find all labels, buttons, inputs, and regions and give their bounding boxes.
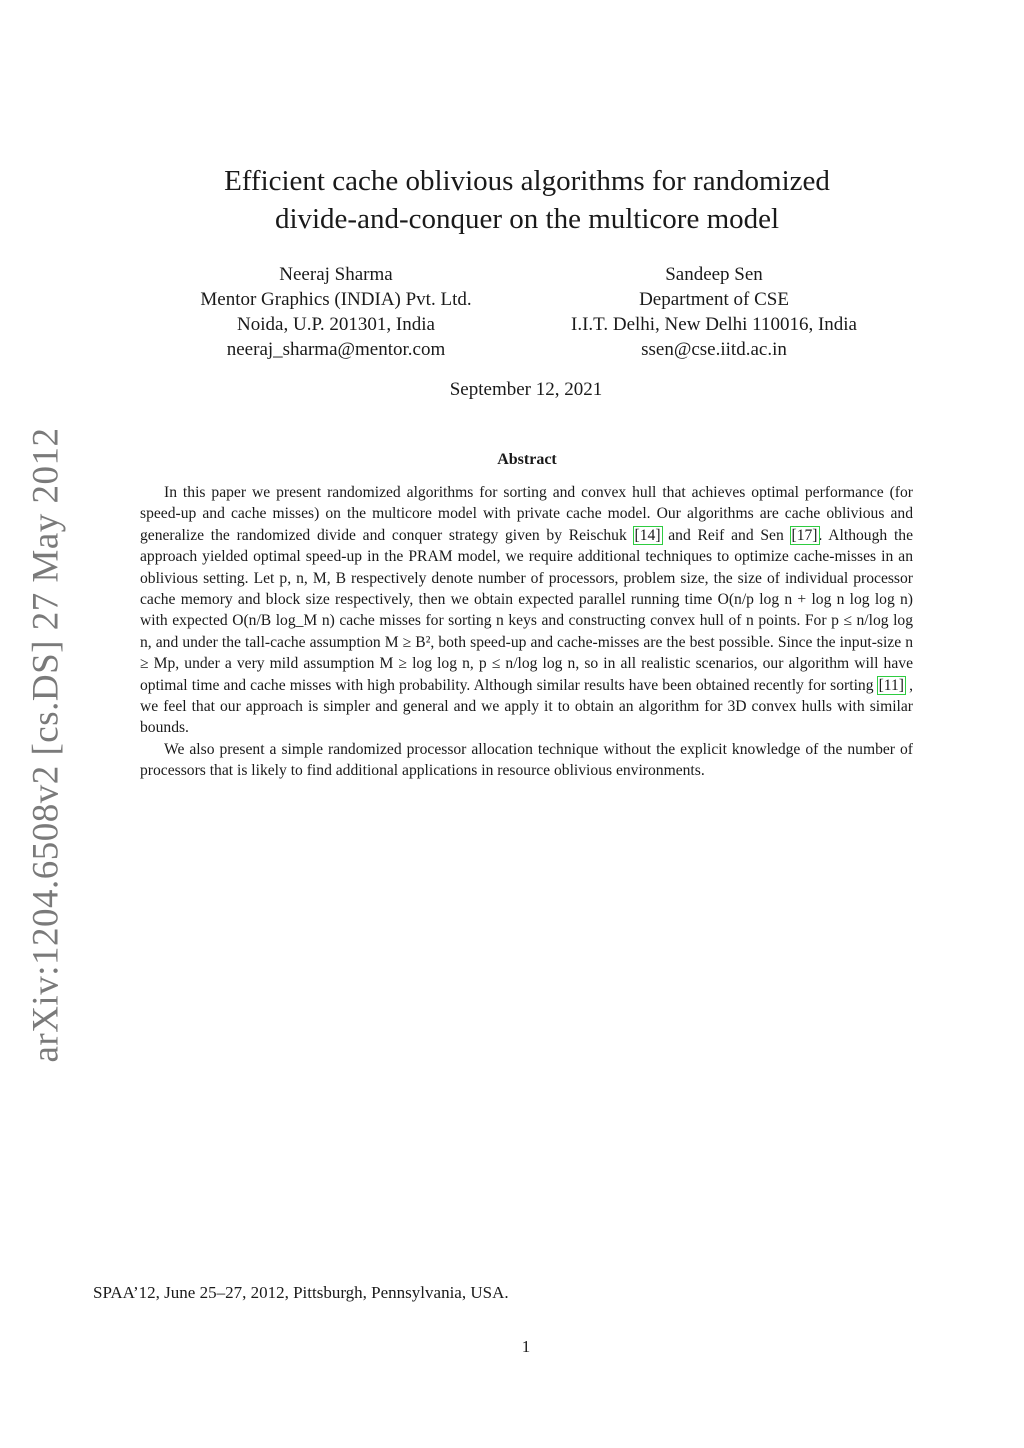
abstract-text: In this paper we present randomized algorithms for sorting and convex hull that achieves optimal performance (for speed-up and cache misses) on the multicore model with private cache model. Our algorithms are cache oblivious and generalize the randomized divide and conquer strategy given by Reischuk	[140, 484, 913, 544]
conference-footnote: SPAA’12, June 25–27, 2012, Pittsburgh, Pennsylvania, USA.	[93, 1283, 509, 1302]
abstract-text: . Although the approach yielded optimal speed-up in the PRAM model, we require additional techniques to optimize cache-misses in an oblivious setting. Let p, n, M, B respectively denote number of processors, problem size, the size of individual processor cache memory and block size respectively, then we obtain expected parallel running time O(n/p log n + log n log log n) with expected O(n/B log_M n) cache misses for sorting n keys and constructing convex hull of n points. For p ≤ n/log log n, and under the tall-cache assumption M ≥ B², both speed-up and cache-misses are the best possible. Since the input-size n ≥ Mp, under a very mild assumption M ≥ log log n, p ≤ n/log log n, so in all realistic scenarios, our algorithm will have optimal time and cache misses with high probability. Although similar results have been obtained recently for sorting	[140, 526, 913, 694]
author-affiliation: Mentor Graphics (INDIA) Pvt. Ltd.	[200, 289, 472, 310]
abstract-paragraph-2: We also present a simple randomized processor allocation technique without the explicit knowledge of the number of processors that is likely to find additional applications in resource oblivious environments.	[140, 740, 913, 780]
paper-date: September 12, 2021	[449, 379, 603, 400]
citation-link[interactable]: [14]	[634, 526, 661, 544]
citation-link[interactable]: [17]	[791, 526, 818, 544]
author-name: Neeraj Sharma	[279, 264, 393, 285]
arxiv-side-stamp: arXiv:1204.6508v2 [cs.DS] 27 May 2012	[25, 427, 67, 1063]
author-block-left	[136, 262, 536, 362]
author-email[interactable]: neeraj_sharma@mentor.com	[226, 339, 446, 360]
author-address: Noida, U.P. 201301, India	[237, 314, 435, 335]
abstract-text: and Reif and Sen	[661, 526, 791, 544]
author-affiliation: Department of CSE	[639, 289, 789, 310]
author-address: I.I.T. Delhi, New Delhi 110016, India	[571, 314, 857, 335]
title-line-2: divide-and-conquer on the multicore model	[274, 203, 780, 235]
author-email[interactable]: ssen@cse.iitd.ac.in	[641, 339, 787, 360]
citation-link[interactable]: [11]	[878, 676, 904, 694]
paper-title	[160, 162, 894, 238]
author-name: Sandeep Sen	[665, 264, 763, 285]
abstract-paragraph-1	[140, 482, 913, 739]
page-number: 1	[521, 1337, 531, 1356]
title-line-1: Efficient cache oblivious algorithms for randomized	[224, 165, 830, 197]
abstract-body	[140, 482, 913, 782]
abstract-heading: Abstract	[497, 451, 557, 468]
author-block-right	[514, 262, 914, 362]
abstract-text: , we feel that our approach is simpler and general and we apply it to obtain an algorithm for 3D convex hulls with similar bounds.	[140, 676, 913, 737]
